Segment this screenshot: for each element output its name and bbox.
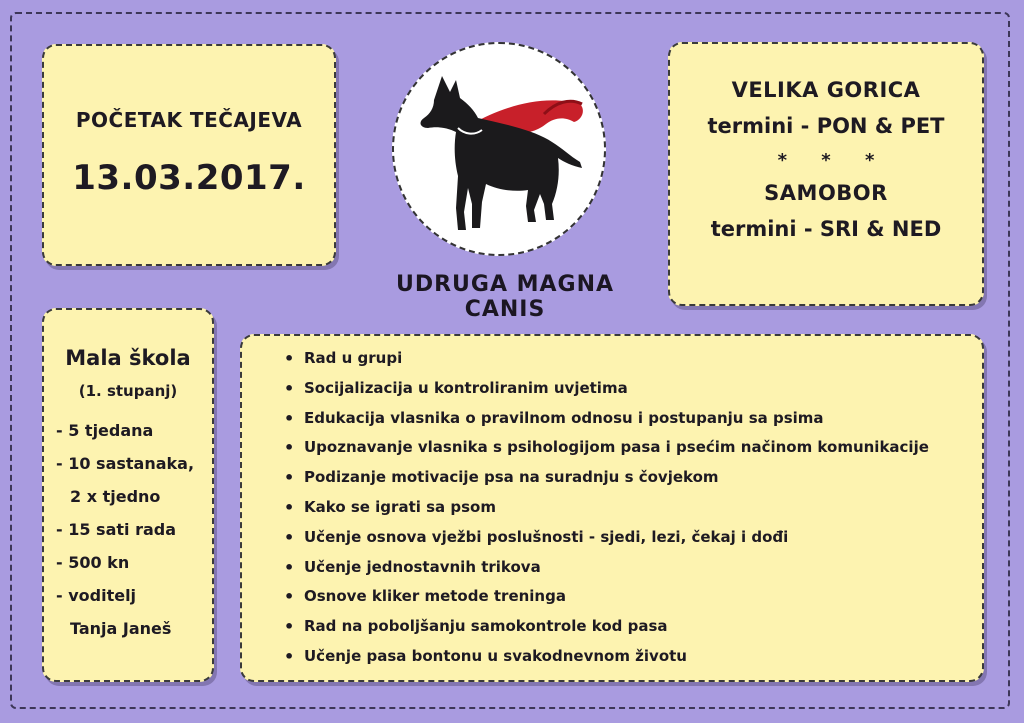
list-item: - 15 sati rada: [56, 520, 177, 539]
list-item: • Učenje pasa bontonu u svakodnevnom životu: [304, 642, 982, 672]
list-item: • Osnove kliker metode treninga: [304, 582, 982, 612]
topics-list: [242, 336, 982, 672]
list-item: • Rad na poboljšanju samokontrole kod pasa: [304, 612, 982, 642]
list-item: - 500 kn: [56, 553, 130, 572]
school-card: [42, 308, 214, 682]
list-item: Tanja Janeš: [70, 619, 172, 638]
list-item: - 5 tjedana: [56, 421, 154, 440]
location-city: VELIKA GORICA: [731, 78, 921, 102]
organization-logo: [392, 42, 606, 256]
location-schedule: termini - PON & PET: [707, 114, 945, 138]
list-item: • Učenje osnova vježbi poslušnosti - sjedi, lezi, čekaj i dođi: [304, 523, 982, 553]
school-subtitle: (1. stupanj): [78, 382, 178, 400]
course-start-date: 13.03.2017.: [72, 158, 306, 198]
list-item: • Edukacija vlasnika o pravilnom odnosu i postupanju sa psima: [304, 404, 982, 434]
list-item: - voditelj: [56, 586, 137, 605]
school-title: Mala škola: [65, 346, 191, 370]
list-item: • Kako se igrati sa psom: [304, 493, 982, 523]
school-details-list: [44, 414, 212, 645]
list-item: • Učenje jednostavnih trikova: [304, 553, 982, 583]
list-item: • Socijalizacija u kontroliranim uvjetima: [304, 374, 982, 404]
organization-name: UDRUGA MAGNA CANIS: [395, 272, 615, 322]
list-item: • Upoznavanje vlasnika s psihologijom pasa i psećim načinom komunikacije: [304, 433, 982, 463]
course-start-label: POČETAK TEČAJEVA: [75, 108, 303, 132]
topics-card: [240, 334, 984, 682]
list-item: • Rad u grupi: [304, 344, 982, 374]
list-item: • Podizanje motivacije psa na suradnju s čovjekom: [304, 463, 982, 493]
location-city: SAMOBOR: [764, 181, 888, 205]
locations-card: [668, 42, 984, 306]
dog-with-red-cape-icon: [394, 44, 604, 254]
course-start-card: [42, 44, 336, 266]
separator: * * *: [777, 150, 889, 171]
list-item: - 10 sastanaka,: [56, 454, 195, 473]
list-item: 2 x tjedno: [70, 487, 161, 506]
location-schedule: termini - SRI & NED: [710, 217, 942, 241]
